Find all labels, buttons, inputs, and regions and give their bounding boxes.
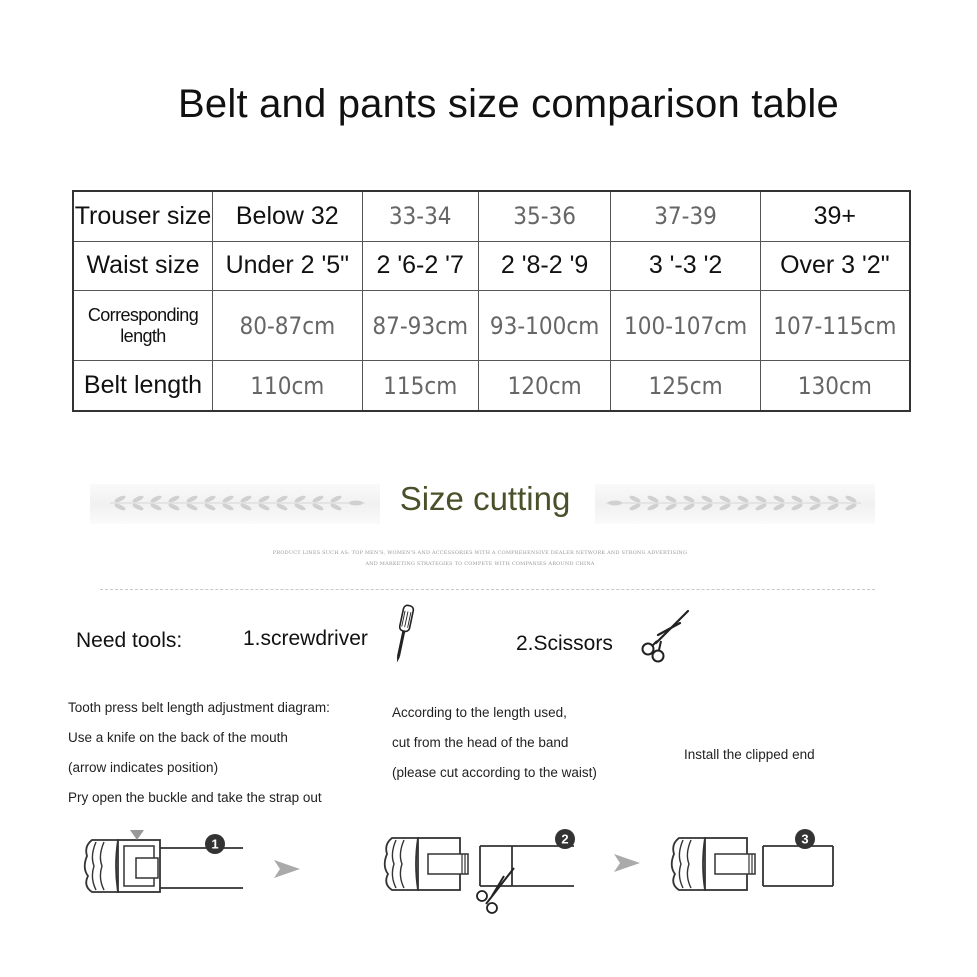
tools-label: Need tools: <box>76 629 183 652</box>
buckle-icon <box>78 826 258 898</box>
size-comparison-table <box>72 190 911 412</box>
instruction-line: Pry open the buckle and take the strap out <box>68 790 322 805</box>
instruction-line: cut from the head of the band <box>392 735 569 750</box>
arrow-right-icon <box>272 858 302 880</box>
arrow-right-icon <box>612 852 642 874</box>
section-title: Size cutting <box>399 480 571 517</box>
step-number-icon <box>204 833 226 855</box>
table-cell: 37-39 <box>611 191 760 241</box>
table-row <box>73 290 910 361</box>
screwdriver-icon <box>388 603 418 667</box>
table-cell: 39+ <box>760 191 910 241</box>
step-number-icon <box>794 828 816 850</box>
table-cell: 110cm <box>213 361 363 411</box>
step-2-instructions <box>392 698 597 788</box>
table-row <box>73 361 910 411</box>
table-cell: Below 32 <box>213 191 363 241</box>
tool-scissors-label: 2.Scissors <box>516 632 613 655</box>
table-cell: 80-87cm <box>213 290 363 361</box>
table-cell: 87-93cm <box>362 290 478 361</box>
table-cell: 107-115cm <box>760 290 910 361</box>
table-cell: 3 '-3 '2 <box>611 241 760 290</box>
wheat-decoration-icon <box>606 494 861 512</box>
step-number: 2 <box>561 831 569 847</box>
instruction-line: (please cut according to the waist) <box>392 765 597 780</box>
page-title: Belt and pants size comparison table <box>178 82 839 126</box>
fine-print-line: PRODUCT LINES SUCH AS: TOP MEN'S, WOMEN'S AND ACCESSORIES WITH A COMPREHENSIVE DEALER NETWORK AND STRONG ADVERTISING <box>272 550 688 556</box>
row-label: Corresponding length <box>73 290 213 361</box>
row-label: Belt length <box>73 361 213 411</box>
tool-screwdriver-label: 1.screwdriver <box>243 627 368 650</box>
instruction-line: According to the length used, <box>392 705 567 720</box>
buckle-icon <box>665 826 845 896</box>
row-label: Waist size <box>73 241 213 290</box>
table-cell: 2 '6-2 '7 <box>362 241 478 290</box>
table-cell: 33-34 <box>362 191 478 241</box>
instruction-line: Tooth press belt length adjustment diagram: <box>68 700 330 715</box>
fine-print-line: AND MARKETING STRATEGIES TO COMPETE WITH COMPANIES AROUND CHINA <box>365 561 595 567</box>
step-number: 3 <box>801 831 809 847</box>
table-cell: 120cm <box>478 361 611 411</box>
table-cell: 100-107cm <box>611 290 760 361</box>
instruction-line: (arrow indicates position) <box>68 760 219 775</box>
fine-print <box>255 548 705 570</box>
wheat-decoration-icon <box>110 494 365 512</box>
step-1-instructions <box>68 693 330 813</box>
instruction-line: Install the clipped end <box>684 747 815 762</box>
table-row <box>73 191 910 241</box>
table-cell: Over 3 '2" <box>760 241 910 290</box>
table-cell: 125cm <box>611 361 760 411</box>
instruction-line: Use a knife on the back of the mouth <box>68 730 288 745</box>
table-row <box>73 241 910 290</box>
step-number-icon <box>554 828 576 850</box>
table-cell: 93-100cm <box>478 290 611 361</box>
scissors-icon <box>634 607 692 663</box>
table-cell: 35-36 <box>478 191 611 241</box>
table-cell: 130cm <box>760 361 910 411</box>
table-cell: 115cm <box>362 361 478 411</box>
divider <box>100 589 875 590</box>
step-3-instructions <box>684 740 815 770</box>
table-cell: 2 '8-2 '9 <box>478 241 611 290</box>
step-number: 1 <box>211 836 219 852</box>
table-cell: Under 2 '5" <box>213 241 363 290</box>
row-label: Trouser size <box>73 191 213 241</box>
